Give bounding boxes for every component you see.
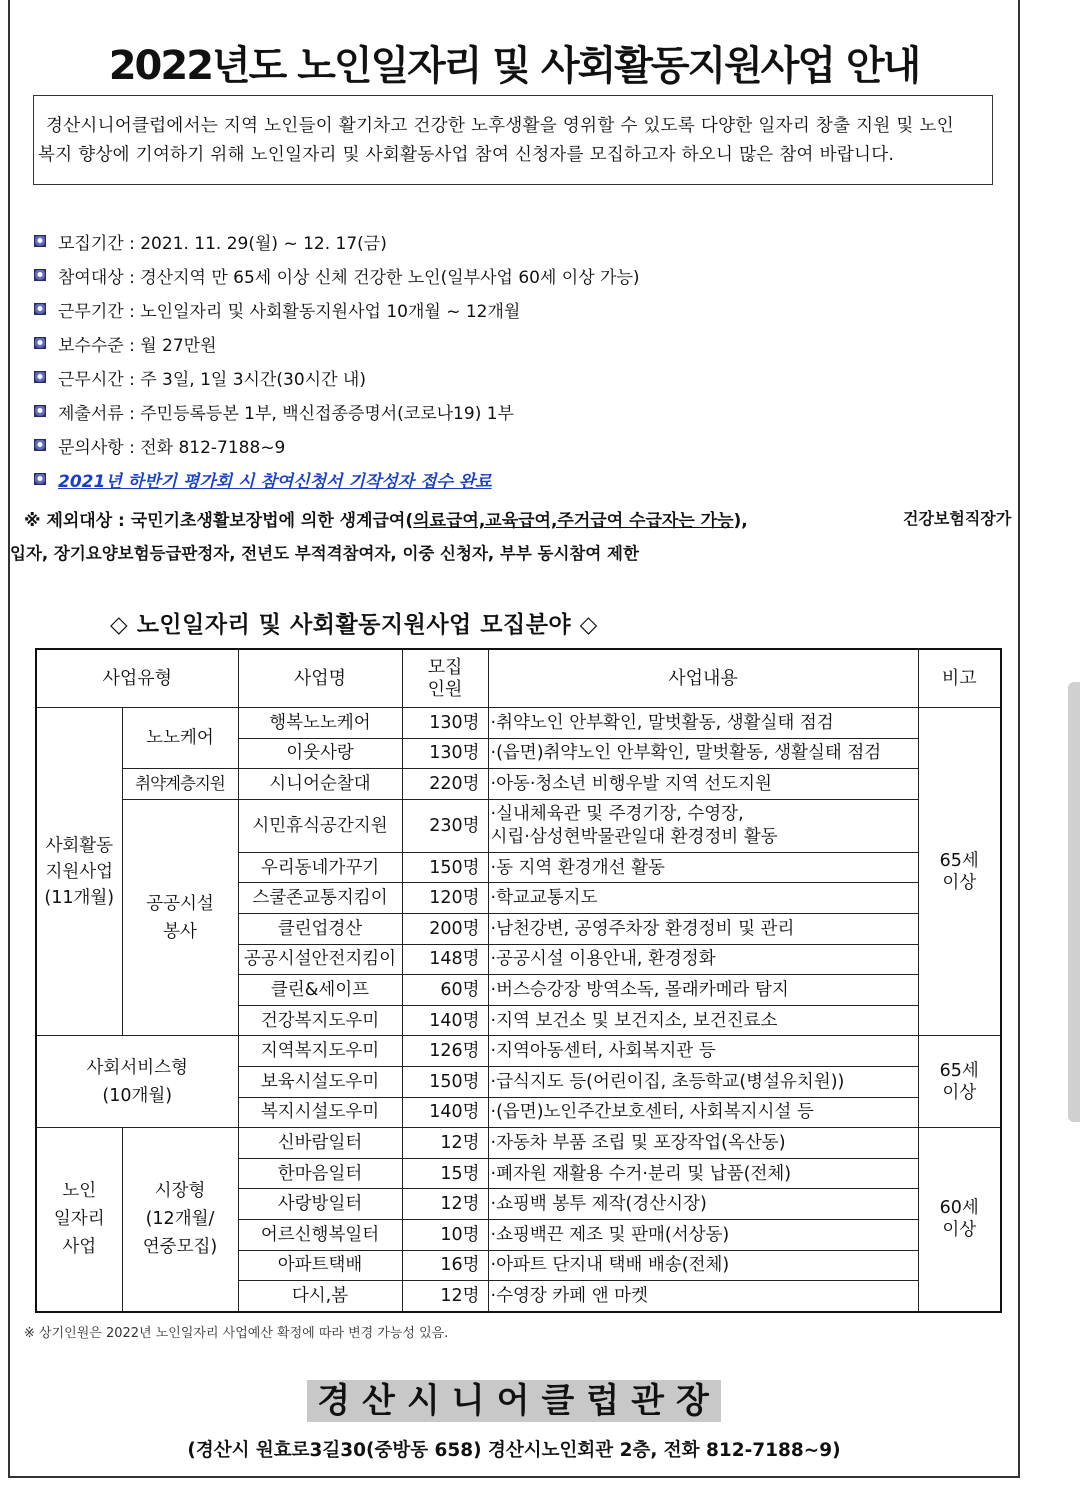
row-desc: ·취약노인 안부확인, 말벗활동, 생활실태 점검	[488, 708, 918, 739]
square-bullet-icon	[34, 405, 46, 417]
intro-box	[33, 95, 993, 185]
note-3: 60세 이상	[918, 1128, 1001, 1312]
row-desc: ·버스승강장 방역소독, 몰래카메라 탐지	[488, 975, 918, 1006]
row-desc: ·수영장 카페 앤 마켓	[488, 1281, 918, 1312]
row-name: 복지시설도우미	[238, 1097, 402, 1128]
info-item-hours	[34, 364, 366, 390]
info-text: 모집기간 : 2021. 11. 29(월) ~ 12. 17(금)	[58, 233, 387, 254]
info-text: 근무시간 : 주 3일, 1일 3시간(30시간 내)	[58, 369, 366, 390]
group-service: 사회서비스형 (10개월)	[36, 1036, 238, 1128]
info-text: 근무기간 : 노인일자리 및 사회활동지원사업 10개월 ~ 12개월	[58, 301, 521, 322]
row-count: 220명	[402, 769, 488, 800]
row-desc: ·쇼핑백 봉투 제작(경산시장)	[488, 1189, 918, 1220]
group-elder: 노인 일자리 사업	[36, 1128, 122, 1312]
row-count: 12명	[402, 1281, 488, 1312]
row-name: 어르신행복일터	[238, 1219, 402, 1250]
info-item-period	[34, 228, 387, 254]
note-2: 65세 이상	[918, 1036, 1001, 1128]
header-desc: 사업내용	[488, 649, 918, 708]
group-public: 공공시설 봉사	[122, 799, 238, 1036]
row-desc: ·(읍면)노인주간보호센터, 사회복지시설 등	[488, 1097, 918, 1128]
row-name: 한마음일터	[238, 1158, 402, 1189]
row-count: 150명	[402, 852, 488, 883]
row-count: 148명	[402, 944, 488, 975]
exclusion-lead: ※ 제외대상 : 국민기초생활보장법에 의한 생계급여(	[24, 511, 414, 531]
header-name: 사업명	[238, 649, 402, 708]
info-item-contact	[34, 432, 285, 458]
organization-block	[10, 1380, 1018, 1422]
row-name: 이웃사랑	[238, 738, 402, 769]
row-count: 16명	[402, 1250, 488, 1281]
info-item-pay	[34, 330, 217, 356]
row-desc: ·아동·청소년 비행우발 지역 선도지원	[488, 769, 918, 800]
intro-line-1: 경산시니어클럽에서는 지역 노인들이 활기차고 건강한 노후생활을 영위할 수 있도록 다양한 일자리 창출 지원 및 노인	[46, 116, 954, 136]
row-desc: ·폐자원 재활용 수거·분리 및 납품(전체)	[488, 1158, 918, 1189]
square-bullet-icon	[34, 337, 46, 349]
group-market: 시장형 (12개월/ 연중모집)	[122, 1128, 238, 1312]
address: (경산시 원효로3길30(중방동 658) 경산시노인회관 2층, 전화 812-7188~9)	[187, 1440, 841, 1461]
header-note: 비고	[918, 649, 1001, 708]
note-1: 65세 이상	[918, 708, 1001, 1036]
row-desc: ·실내체육관 및 주경기장, 수영장, 시립·삼성현박물관일대 환경정비 활동	[488, 799, 918, 852]
row-name: 스쿨존교통지킴이	[238, 883, 402, 914]
row-desc: ·지역아동센터, 사회복지관 등	[488, 1036, 918, 1067]
row-count: 140명	[402, 1005, 488, 1036]
footnote: ※ 상기인원은 2022년 노인일자리 사업예산 확정에 따라 변경 가능성 있음.	[24, 1326, 449, 1341]
row-name: 보육시설도우미	[238, 1066, 402, 1097]
table-header-row	[36, 649, 1001, 708]
row-count: 130명	[402, 738, 488, 769]
scrollbar-thumb[interactable]	[1068, 682, 1080, 1122]
row-count: 150명	[402, 1066, 488, 1097]
table-row	[36, 1128, 1001, 1159]
row-name: 시니어순찰대	[238, 769, 402, 800]
square-bullet-icon	[34, 439, 46, 451]
row-desc: ·학교교통지도	[488, 883, 918, 914]
row-count: 15명	[402, 1158, 488, 1189]
info-item-documents	[34, 398, 514, 424]
row-count: 12명	[402, 1189, 488, 1220]
info-item-target	[34, 262, 640, 288]
section-title: ◇ 노인일자리 및 사회활동지원사업 모집분야 ◇	[110, 612, 598, 638]
group-social: 사회활동 지원사업 (11개월)	[36, 708, 122, 1036]
row-desc: ·(읍면)취약노인 안부확인, 말벗활동, 생활실태 점검	[488, 738, 918, 769]
row-count: 130명	[402, 708, 488, 739]
header-type: 사업유형	[36, 649, 238, 708]
row-desc: ·남천강변, 공영주차장 환경정비 및 관리	[488, 913, 918, 944]
info-text: 제출서류 : 주민등록등본 1부, 백신접종증명서(코로나19) 1부	[58, 403, 514, 424]
row-count: 126명	[402, 1036, 488, 1067]
intro-line-2: 복지 향상에 기여하기 위해 노인일자리 및 사회활동사업 참여 신청자를 모집하고자 하오니 많은 참여 바랍니다.	[38, 145, 895, 165]
row-name: 신바람일터	[238, 1128, 402, 1159]
row-name: 행복노노케어	[238, 708, 402, 739]
row-name: 다시,봄	[238, 1281, 402, 1312]
table-row	[36, 1036, 1001, 1067]
row-name: 건강복지도우미	[238, 1005, 402, 1036]
row-count: 140명	[402, 1097, 488, 1128]
square-bullet-icon	[34, 371, 46, 383]
organization-name: 경산시니어클럽관장	[307, 1380, 721, 1422]
row-name: 클린&세이프	[238, 975, 402, 1006]
row-count: 120명	[402, 883, 488, 914]
row-name: 우리동네가꾸기	[238, 852, 402, 883]
exclusion-underlined: 의료급여,교육급여,주거급여 수급자는 가능	[413, 511, 734, 531]
info-item-duration	[34, 296, 520, 322]
row-desc: ·공공시설 이용안내, 환경정화	[488, 944, 918, 975]
group-vuln: 취약계층지원	[122, 769, 238, 800]
row-name: 시민휴식공간지원	[238, 799, 402, 852]
row-name: 지역복지도우미	[238, 1036, 402, 1067]
info-text: 보수수준 : 월 27만원	[58, 335, 217, 356]
row-desc: ·쇼핑백끈 제조 및 판매(서상동)	[488, 1219, 918, 1250]
recruitment-table	[35, 648, 1002, 1313]
exclusion-close: ),	[733, 511, 748, 531]
row-desc: ·자동차 부품 조립 및 포장작업(옥산동)	[488, 1128, 918, 1159]
square-bullet-icon	[34, 303, 46, 315]
evaluation-link[interactable]: 2021년 하반기 평가회 시 참여신청서 기작성자 접수 완료	[58, 471, 492, 492]
row-desc: ·동 지역 환경개선 활동	[488, 852, 918, 883]
table-row	[36, 708, 1001, 739]
info-item-notice-link[interactable]	[34, 466, 492, 492]
row-desc: ·아파트 단지내 택배 배송(전체)	[488, 1250, 918, 1281]
row-desc: ·지역 보건소 및 보건지소, 보건진료소	[488, 1005, 918, 1036]
group-nono: 노노케어	[122, 708, 238, 769]
table-row	[36, 769, 1001, 800]
exclusion-tail: 건강보험직장가	[903, 509, 1012, 528]
row-count: 10명	[402, 1219, 488, 1250]
row-count: 12명	[402, 1128, 488, 1159]
square-bullet-icon	[34, 235, 46, 247]
header-count: 모집 인원	[402, 649, 488, 708]
row-name: 사랑방일터	[238, 1189, 402, 1220]
info-text: 문의사항 : 전화 812-7188~9	[58, 437, 286, 458]
square-bullet-icon	[34, 473, 46, 485]
exclusion-line-2: 입자, 장기요양보험등급판정자, 전년도 부적격참여자, 이중 신청자, 부부 동시참여 제한	[10, 544, 639, 563]
row-count: 230명	[402, 799, 488, 852]
row-count: 200명	[402, 913, 488, 944]
row-count: 60명	[402, 975, 488, 1006]
info-text: 참여대상 : 경산지역 만 65세 이상 신체 건강한 노인(일부사업 60세 이상 가능)	[58, 267, 640, 288]
page-title: 2022년도 노인일자리 및 사회활동지원사업 안내	[108, 43, 920, 89]
row-desc: ·급식지도 등(어린이집, 초등학교(병설유치원))	[488, 1066, 918, 1097]
row-name: 클린업경산	[238, 913, 402, 944]
notice-document	[8, 0, 1020, 1478]
row-name: 아파트택배	[238, 1250, 402, 1281]
square-bullet-icon	[34, 269, 46, 281]
exclusion-line-1	[24, 506, 748, 531]
table-row	[36, 799, 1001, 852]
row-name: 공공시설안전지킴이	[238, 944, 402, 975]
